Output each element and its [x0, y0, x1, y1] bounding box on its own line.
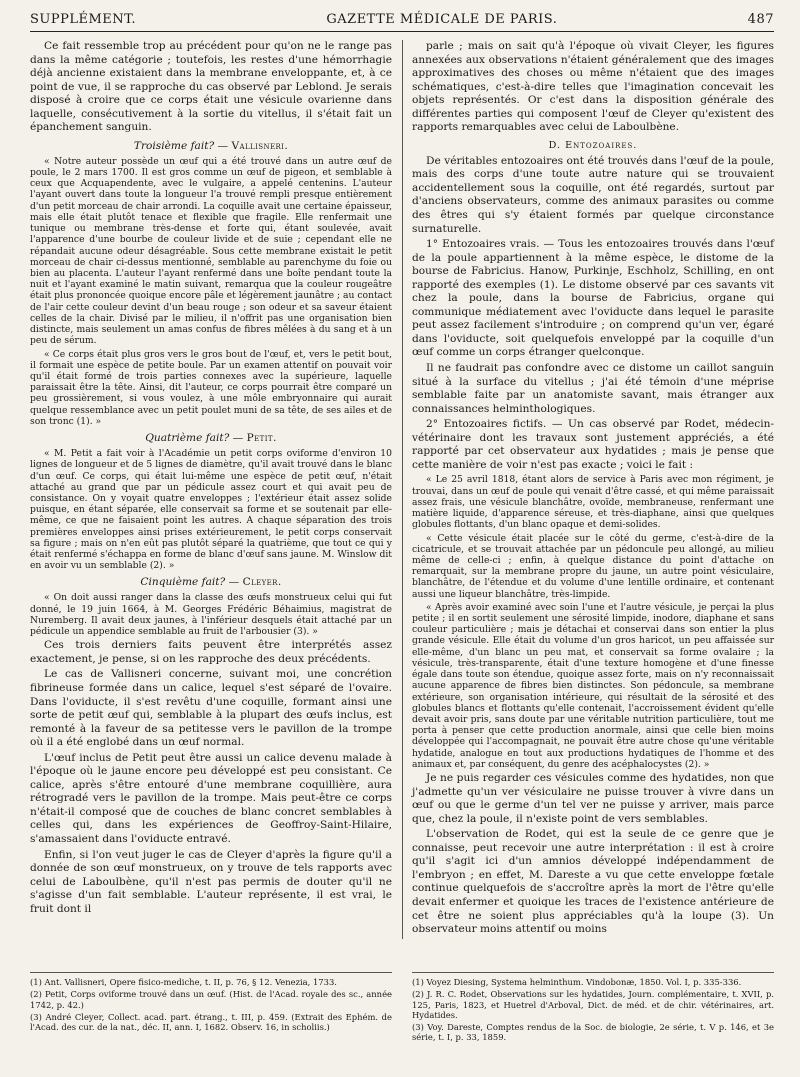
paragraph: De véritables entozoaires ont été trouvés dans l'œuf de la poule, mais des corps d'une toute autre nature qui se trouvaient accidentellement sous la coquille, ont été regardés, surtout par d'anciens observateurs, comme des animaux parasites ou comme des êtres qui s'y étaient formés par quelque circonstance surnaturelle. [412, 154, 774, 235]
footnotes [30, 972, 774, 1045]
heading-label: Troisième fait? — [133, 139, 229, 152]
paragraph: Enfin, si l'on veut juger le cas de Cleyer d'après la figure qu'il a donnée de son œuf monstrueux, on y trouve de tels rapports avec celui de Laboulbène, qu'il n'est pas permis de douter qu'il ne s'agisse d'un fait semblable. L'auteur représente, il est vrai, le fruit dont il [30, 848, 392, 915]
footnote: (3) Voy. Dareste, Comptes rendus de la Soc. de biologie, 2e série, t. V p. 146, et 3e série, t. I, p. 33, 1859. [412, 1022, 774, 1043]
left-column [30, 40, 392, 939]
quotation: « Cette vésicule était placée sur le côté du germe, c'est-à-dire de la cicatricule, et se trouvait attachée par un pédoncule peu allongé, au milieu même de celle-ci ; enfin, à quelque distance du point d'attache on remarquait, sur la membrane propre du jaune, un autre point vésiculaire, blanchâtre, de l'étendue et du volume d'une lentille ordinaire, et contenant aussi une liqueur blanchâtre, très-limpide. [412, 532, 774, 600]
text-columns [30, 40, 774, 939]
quotation: « On doit aussi ranger dans la classe des œufs monstrueux celui qui fut donné, le 19 juin 1664, à M. Georges Frédéric Béhaimius, magistrat de Nuremberg. Il avait deux jaunes, à l'inférieur desquels était attaché par un pédicule un appendice semblable au fruit de l'arbousier (3). » [30, 592, 392, 638]
section-heading: D. Entozoaires. [548, 139, 638, 151]
footnote: (2) J. R. C. Rodet, Observations sur les hydatides, Journ. complémentaire, t. XVII, p. 125, Paris, 1823, et Huetrel d'Arboval, Dict. de méd. et de chir. vétérinaires, art. Hydatides. [412, 989, 774, 1020]
paragraph: Ces trois derniers faits peuvent être interprétés assez exactement, je pense, si on les rapproche des deux précédents. [30, 639, 392, 665]
paragraph: Ce fait ressemble trop au précédent pour qu'on ne le range pas dans la même catégorie ; toutefois, les restes d'une hémorrhagie déjà ancienne existaient dans la membrane enveloppante, et, à ce point de vue, il se rapproche du cas observé par Leblond. Je serais disposé à croire que ce corps était une vésicule ovarienne dans laquelle, consécutivement à la sortie du vitellus, il s'était fait un épanchement sanguin. [30, 40, 392, 134]
journal-title: GAZETTE MÉDICALE DE PARIS. [326, 12, 558, 27]
paragraph: 1° Entozoaires vrais. — Tous les entozoaires trouvés dans l'œuf de la poule appartiennent à la même espèce, le distome de la bourse de Fabricius. Hanow, Purkinje, Eschholz, Schilling, en ont rapporté des exemples (1). Le distome observé par ces savants vit chez la poule, dans la bourse de Fabricius, organe qui communique médiatement avec l'oviducte dans lequel le parasite peut assez facilement s'introduire ; on comprend qu'un ver, égaré dans l'oviducte, soit quelquefois enveloppé par la coquille d'un œuf comme un corps étranger quelconque. [412, 238, 774, 359]
heading-author: Vallisneri. [231, 139, 289, 152]
heading-third-fact [30, 140, 392, 152]
footnote: (3) André Cleyer, Collect. acad. part. étrang., t. III, p. 459. (Extrait des Ephém. de l'Acad. des cur. de la nat., déc. II, ann. I, 1682. Observ. 16, in scholiis.) [30, 1011, 392, 1032]
footnote: (1) Ant. Vallisneri, Opere fisico-mediche, t. II, p. 76, § 12. Venezia, 1733. [30, 977, 337, 987]
footnote: (2) Petit, Corps oviforme trouvé dans un œuf. (Hist. de l'Acad. royale des sc., année 1742, p. 42.) [30, 989, 392, 1010]
quotation: « M. Petit a fait voir à l'Académie un petit corps oviforme d'environ 10 lignes de longueur et de 5 lignes de diamètre, qu'il avait trouvé dans le blanc d'un œuf. Ce corps, qui était lui-même une espèce de petit œuf, n'était attaché au grand que par un pédicule assez court et qui avait peu de consistance. On y voyait quatre enveloppes ; l'extérieur était assez solide puisque, en étant séparée, elle conservait sa forme et se soutenait par elle-même, ce que ne faisaient point les autres. A chaque séparation des trois premières enveloppes ainsi prises extérieurement, le petit corps conservait sa figure ; mais on n'en eût pas plutôt séparé la quatrième, que tout ce qui y était renfermé s'échappa en forme de blanc d'œuf sans jaune. M. Winslow dit en avoir vu un semblable (2). » [30, 448, 392, 572]
paragraph: parle ; mais on sait qu'à l'époque où vivait Cleyer, les figures annexées aux observations n'étaient généralement que des images approximatives des choses ou même n'étaient que des images schématiques, c'est-à-dire telles que l'imagination concevait les objets représentés. Or c'est dans la disposition générale des différentes parties qui composent l'œuf de Cleyer qu'existent des rapports remarquables avec celui de Laboulbène. [412, 40, 774, 134]
heading-label: Quatrième fait? — [145, 432, 244, 445]
heading-author: Cleyer. [242, 576, 282, 589]
heading-label: Cinquième fait? — [140, 576, 240, 589]
heading-fourth-fact [30, 432, 392, 444]
paragraph: Il ne faudrait pas confondre avec ce distome un caillot sanguin situé à la surface du vitellus ; j'ai été témoin d'une méprise semblable faite par un anatomiste savant, mais étranger aux connaissances helminthologiques. [412, 362, 774, 415]
heading-author: Petit. [246, 432, 277, 445]
paragraph: Je ne puis regarder ces vésicules comme des hydatides, non que j'admette qu'un ver vésiculaire ne puisse trouver à vivre dans un œuf ou que le germe d'un tel ver ne puisse y arriver, mais parce que, chez la poule, il n'existe point de vers semblables. [412, 772, 774, 825]
page-number: 487 [747, 12, 774, 27]
quotation: « Le 25 avril 1818, étant alors de service à Paris avec mon régiment, je trouvai, dans un œuf de poule qui venait d'être cassé, et qui même paraissait assez frais, une vésicule blanchâtre, ovoïde, membraneuse, renfermant une matière liquide, d'apparence séreuse, et très-diaphane, ainsi que quelques globules flottants, d'un blanc opaque et demi-solides. [412, 474, 774, 531]
footnote: (1) Voyez Diesing, Systema helminthum. Vindobonæ, 1850. Vol. I, p. 335-336. [412, 977, 742, 987]
running-header [30, 10, 774, 32]
heading-fifth-fact [30, 576, 392, 588]
paragraph: Le cas de Vallisneri concerne, suivant moi, une concrétion fibrineuse formée dans un calice, lequel s'est séparé de l'ovaire. Dans l'oviducte, il s'est revêtu d'une coquille, formant ainsi une sorte de petit œuf qui, semblable à la plupart des œufs inclus, est remonté à la faveur de sa petitesse vers le pavillon de la trompe où il a été englobé dans un œuf normal. [30, 668, 392, 749]
paragraph: L'observation de Rodet, qui est la seule de ce genre que je connaisse, peut recevoir une autre interprétation : il est à croire qu'il s'agit ici d'un amnios développé indépendamment de l'embryon ; en effet, M. Dareste a vu que cette enveloppe fœtale continue quelquefois de s'accroître après la mort de l'être qu'elle devait enfermer et quoique les traces de l'existence antérieure de cet être ne soient plus appréciables qu'à la loupe (3). Un observateur moins attentif ou moins [412, 828, 774, 936]
quotation: « Notre auteur possède un œuf qui a été trouvé dans un autre œuf de poule, le 2 mars 1700. Il est gros comme un œuf de pigeon, et semblable à ceux que Acquapendente, avec le vulgaire, a appelé centenins. L'auteur l'ayant ouvert dans toute la longueur l'a trouvé rempli presque entièrement d'un petit morceau de chair arrondi. La coquille avait une certaine épaisseur, mais elle était plutôt tenace et flexible que fragile. Elle renfermait une tunique ou membrane très-dense et forte qui, étant soulevée, avait l'apparence d'une bourbe de couleur livide et de suie ; cependant elle ne répandait aucune odeur désagréable. Sous cette membrane existait le petit morceau de chair ci-dessus mentionné, semblable au parenchyme du foie ou bien au placenta. L'auteur l'ayant renfermé dans une boîte pendant toute la nuit et l'ayant examiné le matin suivant, remarqua que la couleur rougeâtre était plus prononcée quoique encore pâle et légèrement jaunâtre ; au contact de l'air cette couleur devint d'un beau rouge ; son odeur et sa saveur étaient celles de la chair. Divisé par le milieu, il n'offrit pas une organisation bien distincte, mais seulement un amas confus de fibres mêlées à du sang et à un peu de sérum. [30, 155, 392, 347]
footnotes-left [30, 972, 392, 1045]
paragraph: 2° Entozoaires fictifs. — Un cas observé par Rodet, médecin-vétérinaire dont les travaux sont justement appréciés, a été rapporté par cet observateur aux hydatides ; mais je pense que cette manière de voir n'est pas exacte ; voici le fait : [412, 418, 774, 471]
right-column [412, 40, 774, 939]
paragraph: L'œuf inclus de Petit peut être aussi un calice devenu malade à l'époque où le jaune encore peu développé est peu consistant. Ce calice, après s'être entouré d'une membrane coquillière, aura rétrogradé vers le pavillon de la trompe. Mais peut-être ce corps n'était-il composé que de couches de blanc concret semblables à celles qui, dans les expériences de Geoffroy-Saint-Hilaire, s'amassaient dans l'oviducte entravé. [30, 751, 392, 846]
quotation: « Après avoir examiné avec soin l'une et l'autre vésicule, je perçai la plus petite ; il en sortit seulement une sérosité limpide, inodore, diaphane et sans couleur particulière ; mais je détachai et conservai dans son entier la plus grande vésicule. Elle était du volume d'un gros haricot, un peu affaissée sur elle-même, d'un blanc un peu mat, et conservait sa forme ovalaire ; la vésicule, très-transparente, était d'une texture homogène et d'une finesse égale dans toute son étendue, quoique assez forte, mais on n'y reconnaissait aucune apparence de fibres bien distinctes. Son pédoncule, sa membrane extérieure, son organisation intérieure, qui résultait de la sérosité et des globules blancs et flottants qu'elle contenait, l'accroissement évident qu'elle devait avoir pris, sans doute par une véritable nutrition particulière, tout me porta à penser que cette production anormale, ainsi que celle bien moins développée qui l'accompagnait, ne pouvait être autre chose qu'une véritable hydatide, analogue en tout aux productions hydatiques de l'homme et des animaux et, par conséquent, du genre des acéphalocystes (2). » [412, 601, 774, 770]
footnotes-right [412, 972, 774, 1045]
header-supplement: SUPPLÉMENT. [30, 12, 137, 27]
quotation: « Ce corps était plus gros vers le gros bout de l'œuf, et, vers le petit bout, il formait une espèce de petite boule. Par un examen attentif on pouvait voir qu'il était formé de trois parties connexes avec la supérieure, laquelle paraissait être la tête. Ainsi, dit l'auteur, ce corps pourrait être comparé un peu grossièrement, si vous voulez, à une môle embryonnaire qui aurait quelque ressemblance avec un petit poulet muni de sa tête, de ses ailes et de son tronc (1). » [30, 348, 392, 427]
